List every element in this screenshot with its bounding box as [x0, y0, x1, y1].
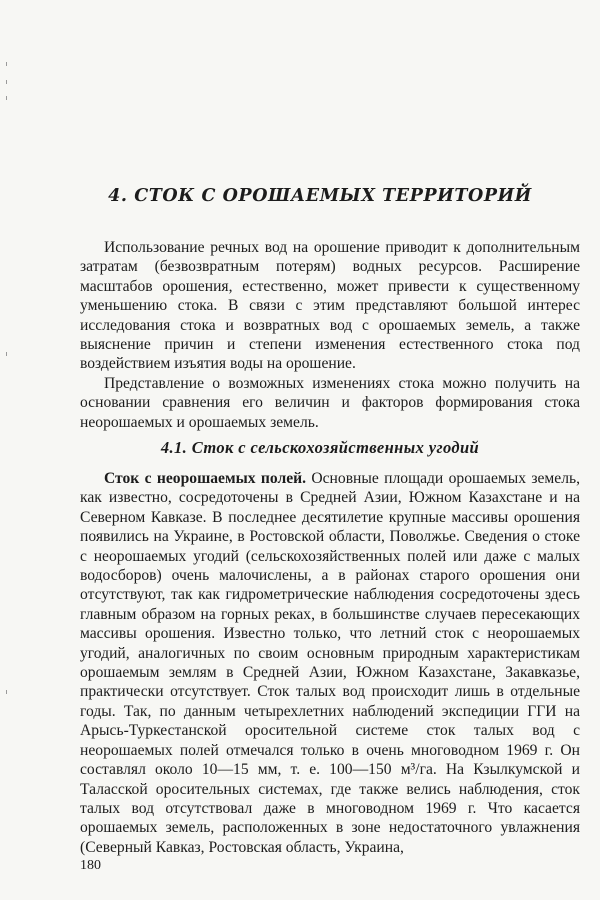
paragraph: Представление о возможных изменениях стока можно получить на основании сравнения его величин и факторов формирования стока неорошаемых и орошаемых земель. — [80, 374, 580, 431]
paragraph — [80, 469, 580, 857]
margin-mark — [6, 80, 7, 84]
paragraph: Использование речных вод на орошение приводит к дополнительным затратам (безвозвратным потерям) водных ресурсов. Расширение масштабов орошения, естественно, может привести к существенному уменьшению стока. В связи с этим представляют большой интерес исследования стока и возвратных вод с орошаемых земель, а также выяснение причин и степени изменения естественного стока под воздействием изъятия воды на орошение. — [80, 239, 580, 373]
paragraph-text: Основные площади орошаемых земель, как известно, сосредоточены в Средней Азии, Южном Казахстане и на Северном Кавказе. В последнее десятилетие крупные массивы орошения появились на Украине, в Ростовской области, Поволжье. Сведения о стоке с неорошаемых угодий (сельскохозяйственных полей или даже с малых водосборов) очень малочислены, а в районах старого орошения они отсутствуют, так как гидрометрические наблюдения сосредоточены здесь главным образом на горных реках, в большинстве случаев пересекающих массивы орошения. Известно только, что летний сток с неорошаемых угодий, аналогичных по своим основным природным характеристикам орошаемым землям в Средней Азии, Южном Казахстане, Закавказье, практически отсутствует. Сток талых вод происходит лишь в отдельные годы. Так, по данным четырехлетних наблюдений экспедиции ГГИ на Арысь-Туркестанской оросительной системе сток талых вод с неорошаемых полей отмечался только в очень многоводном 1969 г. Он составлял около 10—15 мм, т. е. 100—150 м³/га. На Кзылкумской и Таласской оросительных системах, где также велись наблюдения, сток талых вод отсутствовал даже в многоводном 1969 г. Что касается орошаемых земель, расположенных в зоне недостаточного увлажнения (Северный Кавказ, Ростовская область, Украина, — [80, 470, 581, 856]
margin-mark — [6, 96, 7, 100]
margin-mark — [6, 62, 7, 66]
section-title: 4.1. Сток с сельскохозяйственных угодий — [160, 438, 480, 457]
page-number: 180 — [80, 858, 101, 873]
intro-text — [80, 238, 580, 432]
section-text — [80, 469, 580, 857]
chapter-title: 4. СТОК С ОРОШАЕМЫХ ТЕРРИТОРИЙ — [108, 186, 532, 206]
margin-mark — [6, 690, 7, 694]
margin-mark — [6, 352, 7, 356]
run-in-heading: Сток с неорошаемых полей. — [104, 470, 307, 487]
